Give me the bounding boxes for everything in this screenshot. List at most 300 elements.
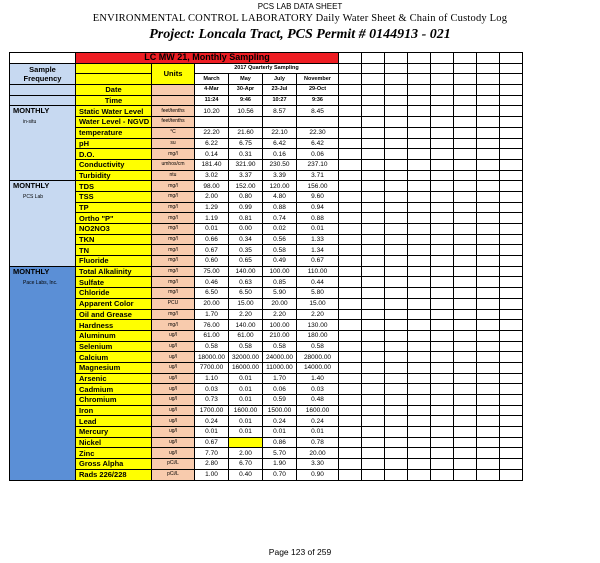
empty-cell [477, 181, 500, 192]
unit-cell: pCi/L [152, 469, 195, 480]
month-header: March [195, 74, 229, 85]
empty-cell [362, 63, 385, 74]
empty-cell [431, 373, 454, 384]
empty-cell [362, 395, 385, 406]
empty-cell [385, 469, 408, 480]
value-cell: 0.31 [229, 149, 263, 160]
empty-cell [477, 213, 500, 224]
empty-cell [339, 95, 362, 106]
date-cell: 30-Apr [229, 85, 263, 96]
empty-cell [431, 384, 454, 395]
unit-cell: mg/l [152, 277, 195, 288]
table-row [10, 191, 523, 202]
empty-cell [431, 234, 454, 245]
value-cell: 321.90 [229, 159, 263, 170]
empty-cell [431, 448, 454, 459]
empty-cell [339, 202, 362, 213]
empty-cell [339, 448, 362, 459]
value-cell: 0.74 [263, 213, 297, 224]
unit-cell: feet/tenths [152, 106, 195, 117]
unit-cell: mg/l [152, 320, 195, 331]
value-cell: 0.16 [263, 149, 297, 160]
empty-cell [500, 416, 523, 427]
empty-cell [339, 341, 362, 352]
parameter-name: Ortho "P" [76, 213, 152, 224]
value-cell: 0.78 [297, 437, 339, 448]
table-row [10, 416, 523, 427]
empty-cell [385, 427, 408, 438]
unit-cell: °C [152, 127, 195, 138]
empty-cell [477, 384, 500, 395]
empty-cell [454, 74, 477, 85]
parameter-name: Chromium [76, 395, 152, 406]
empty-cell [362, 53, 385, 64]
value-cell: 0.49 [263, 256, 297, 267]
value-cell: 0.86 [263, 437, 297, 448]
value-cell: 6.50 [229, 288, 263, 299]
empty-cell [339, 191, 362, 202]
empty-cell [454, 256, 477, 267]
empty-cell [385, 95, 408, 106]
frequency-group [10, 181, 76, 267]
value-cell: 0.46 [195, 277, 229, 288]
empty-cell [500, 117, 523, 128]
empty-cell [477, 170, 500, 181]
empty-cell [477, 234, 500, 245]
empty-cell [385, 149, 408, 160]
date-cell: 29-Oct [297, 85, 339, 96]
empty-cell [339, 149, 362, 160]
empty-cell [362, 224, 385, 235]
value-cell: 1.33 [297, 234, 339, 245]
empty-cell [362, 159, 385, 170]
value-cell: 0.01 [263, 427, 297, 438]
empty-cell [454, 63, 477, 74]
empty-cell [477, 459, 500, 470]
empty-cell [500, 352, 523, 363]
table-row [10, 288, 523, 299]
value-cell: 15.00 [229, 298, 263, 309]
value-cell: 0.81 [229, 213, 263, 224]
empty-cell [477, 256, 500, 267]
value-cell: 2.00 [229, 448, 263, 459]
parameter-name: pH [76, 138, 152, 149]
empty-cell [385, 74, 408, 85]
empty-cell [408, 277, 431, 288]
empty-cell [385, 448, 408, 459]
empty-cell [385, 395, 408, 406]
empty-cell [362, 85, 385, 96]
value-cell: 0.48 [297, 395, 339, 406]
empty-cell [500, 320, 523, 331]
empty-cell [408, 95, 431, 106]
value-cell: 3.39 [263, 170, 297, 181]
empty-cell [431, 352, 454, 363]
empty-cell [385, 63, 408, 74]
empty-cell [431, 224, 454, 235]
value-cell: 0.34 [229, 234, 263, 245]
empty-cell [385, 277, 408, 288]
empty-cell [500, 53, 523, 64]
parameter-name: Lead [76, 416, 152, 427]
empty-cell [477, 245, 500, 256]
empty-cell [339, 106, 362, 117]
empty-cell [385, 234, 408, 245]
value-cell: 1600.00 [297, 405, 339, 416]
value-cell [229, 117, 263, 128]
empty-cell [339, 320, 362, 331]
table-row [10, 352, 523, 363]
empty-cell [477, 138, 500, 149]
unit-cell: pCi/L [152, 459, 195, 470]
empty-cell [385, 127, 408, 138]
empty-cell [431, 213, 454, 224]
empty-cell [408, 213, 431, 224]
empty-cell [152, 85, 195, 96]
sampling-header: 2017 Quarterly Sampling [195, 63, 339, 74]
empty-cell [431, 362, 454, 373]
empty-cell [431, 191, 454, 202]
empty-cell [431, 127, 454, 138]
value-cell: 11000.00 [263, 362, 297, 373]
empty-cell [500, 362, 523, 373]
parameter-name: TSS [76, 191, 152, 202]
empty-cell [454, 138, 477, 149]
empty-cell [454, 352, 477, 363]
empty-cell [408, 266, 431, 277]
empty-cell [408, 181, 431, 192]
empty-cell [431, 256, 454, 267]
value-cell: 9.60 [297, 191, 339, 202]
empty-cell [454, 459, 477, 470]
empty-cell [454, 149, 477, 160]
value-cell: 8.57 [263, 106, 297, 117]
value-cell: 181.40 [195, 159, 229, 170]
empty-cell [10, 85, 76, 96]
table-row [10, 202, 523, 213]
empty-cell [339, 224, 362, 235]
value-cell: 1.34 [297, 245, 339, 256]
value-cell: 0.90 [297, 469, 339, 480]
time-cell: 9:46 [229, 95, 263, 106]
empty-cell [408, 127, 431, 138]
empty-cell [362, 266, 385, 277]
empty-cell [500, 395, 523, 406]
unit-cell: mg/l [152, 245, 195, 256]
value-cell: 24000.00 [263, 352, 297, 363]
table-row [10, 170, 523, 181]
empty-cell [431, 181, 454, 192]
empty-cell [500, 181, 523, 192]
empty-cell [362, 320, 385, 331]
unit-cell: ug/l [152, 405, 195, 416]
empty-cell [431, 138, 454, 149]
empty-cell [362, 459, 385, 470]
date-row [10, 85, 523, 96]
empty-cell [385, 405, 408, 416]
empty-cell [362, 416, 385, 427]
value-cell: 61.00 [195, 330, 229, 341]
empty-cell [385, 181, 408, 192]
empty-cell [454, 416, 477, 427]
unit-cell: umhos/cm [152, 159, 195, 170]
empty-cell [454, 395, 477, 406]
empty-cell [477, 330, 500, 341]
value-cell: 0.40 [229, 469, 263, 480]
empty-cell [454, 320, 477, 331]
value-cell: 6.75 [229, 138, 263, 149]
empty-cell [339, 245, 362, 256]
value-cell: 20.00 [195, 298, 229, 309]
empty-cell [10, 95, 76, 106]
unit-cell: feet/tenths [152, 117, 195, 128]
empty-cell [477, 266, 500, 277]
value-cell: 180.00 [297, 330, 339, 341]
value-cell: 0.67 [195, 245, 229, 256]
value-cell: 22.30 [297, 127, 339, 138]
empty-cell [431, 469, 454, 480]
empty-cell [454, 298, 477, 309]
frequency-sublabel: PCS Lab [23, 194, 44, 201]
empty-cell [339, 437, 362, 448]
empty-cell [454, 127, 477, 138]
empty-cell [385, 106, 408, 117]
empty-cell [408, 384, 431, 395]
value-cell: 1.70 [263, 373, 297, 384]
value-cell: 14000.00 [297, 362, 339, 373]
empty-cell [431, 277, 454, 288]
frequency-group [10, 106, 76, 181]
empty-cell [500, 288, 523, 299]
empty-cell [362, 309, 385, 320]
units-header: Units [152, 63, 195, 84]
empty-cell [454, 469, 477, 480]
empty-cell [385, 330, 408, 341]
time-label: Time [76, 95, 152, 106]
value-cell [297, 117, 339, 128]
empty-cell [339, 85, 362, 96]
empty-cell [431, 63, 454, 74]
empty-cell [431, 330, 454, 341]
empty-cell [339, 159, 362, 170]
unit-cell: ug/l [152, 395, 195, 406]
value-cell: 0.01 [229, 373, 263, 384]
table-row [10, 106, 523, 117]
empty-cell [431, 170, 454, 181]
empty-cell [408, 170, 431, 181]
empty-cell [362, 298, 385, 309]
empty-cell [408, 202, 431, 213]
empty-cell [362, 277, 385, 288]
parameter-name: Rads 226/228 [76, 469, 152, 480]
parameter-name: TN [76, 245, 152, 256]
empty-cell [408, 341, 431, 352]
project-title: Project: Loncala Tract, PCS Permit # 0144913 - 021 [149, 27, 451, 42]
empty-cell [500, 63, 523, 74]
empty-cell [408, 245, 431, 256]
value-cell: 0.14 [195, 149, 229, 160]
value-cell: 0.03 [195, 384, 229, 395]
value-cell: 0.56 [263, 234, 297, 245]
empty-cell [454, 202, 477, 213]
empty-cell [362, 256, 385, 267]
empty-cell [339, 352, 362, 363]
time-row [10, 95, 523, 106]
table-row [10, 277, 523, 288]
empty-cell [362, 384, 385, 395]
value-cell: 15.00 [297, 298, 339, 309]
empty-cell [339, 459, 362, 470]
value-cell: 0.99 [229, 202, 263, 213]
value-cell: 0.65 [229, 256, 263, 267]
unit-cell: ug/l [152, 373, 195, 384]
empty-cell [385, 202, 408, 213]
empty-cell [362, 234, 385, 245]
parameter-name: Apparent Color [76, 298, 152, 309]
value-cell: 0.67 [195, 437, 229, 448]
empty-cell [500, 341, 523, 352]
empty-cell [339, 298, 362, 309]
value-cell: 0.94 [297, 202, 339, 213]
unit-cell: mg/l [152, 191, 195, 202]
value-cell: 4.80 [263, 191, 297, 202]
value-cell: 98.00 [195, 181, 229, 192]
table-row [10, 459, 523, 470]
empty-cell [10, 53, 76, 64]
empty-cell [408, 224, 431, 235]
empty-cell [431, 202, 454, 213]
empty-cell [339, 405, 362, 416]
empty-cell [454, 53, 477, 64]
empty-cell [500, 85, 523, 96]
value-cell: 0.58 [297, 341, 339, 352]
table-row [10, 427, 523, 438]
empty-cell [385, 352, 408, 363]
parameter-name: Arsenic [76, 373, 152, 384]
value-cell: 6.50 [195, 288, 229, 299]
table-row [10, 213, 523, 224]
value-cell: 0.24 [195, 416, 229, 427]
empty-cell [385, 213, 408, 224]
value-cell: 0.01 [195, 224, 229, 235]
unit-cell: mg/l [152, 149, 195, 160]
value-cell: 1.90 [263, 459, 297, 470]
value-cell: 0.58 [263, 341, 297, 352]
value-cell: 2.00 [195, 191, 229, 202]
value-cell: 21.60 [229, 127, 263, 138]
frequency-group [10, 266, 76, 480]
parameter-name: Fluoride [76, 256, 152, 267]
empty-cell [454, 117, 477, 128]
empty-cell [408, 309, 431, 320]
parameter-name: Sulfate [76, 277, 152, 288]
unit-cell: mg/l [152, 288, 195, 299]
water-sheet-table [9, 52, 523, 481]
unit-cell: ug/l [152, 352, 195, 363]
empty-cell [431, 288, 454, 299]
empty-cell [408, 106, 431, 117]
value-cell: 120.00 [263, 181, 297, 192]
empty-cell [362, 448, 385, 459]
empty-cell [385, 191, 408, 202]
empty-cell [76, 74, 152, 85]
empty-cell [500, 427, 523, 438]
empty-cell [431, 416, 454, 427]
empty-cell [339, 362, 362, 373]
empty-cell [500, 234, 523, 245]
value-cell: 20.00 [297, 448, 339, 459]
value-cell: 237.10 [297, 159, 339, 170]
table-row [10, 437, 523, 448]
value-cell: 10.20 [195, 106, 229, 117]
empty-cell [362, 373, 385, 384]
month-header: July [263, 74, 297, 85]
table-row [10, 256, 523, 267]
empty-cell [500, 469, 523, 480]
empty-cell [339, 181, 362, 192]
parameter-name: Total Alkalinity [76, 266, 152, 277]
empty-cell [408, 330, 431, 341]
empty-cell [385, 288, 408, 299]
empty-cell [500, 95, 523, 106]
unit-cell: ug/l [152, 330, 195, 341]
unit-cell: ug/l [152, 416, 195, 427]
value-cell: 28000.00 [297, 352, 339, 363]
value-cell: 76.00 [195, 320, 229, 331]
table-row [10, 245, 523, 256]
empty-cell [500, 373, 523, 384]
empty-cell [477, 309, 500, 320]
frequency-label: MONTHLY [13, 106, 50, 116]
empty-cell [431, 159, 454, 170]
header-row [10, 63, 523, 74]
value-cell: 140.00 [229, 320, 263, 331]
empty-cell [385, 53, 408, 64]
empty-cell [339, 74, 362, 85]
unit-cell: mg/l [152, 256, 195, 267]
value-cell: 18000.00 [195, 352, 229, 363]
value-cell: 1.29 [195, 202, 229, 213]
value-cell: 0.03 [297, 384, 339, 395]
empty-cell [339, 117, 362, 128]
table-row [10, 405, 523, 416]
value-cell: 0.00 [229, 224, 263, 235]
empty-cell [385, 416, 408, 427]
empty-cell [500, 277, 523, 288]
parameter-name: Selenium [76, 341, 152, 352]
value-cell: 0.01 [229, 384, 263, 395]
empty-cell [362, 117, 385, 128]
empty-cell [339, 277, 362, 288]
value-cell: 8.45 [297, 106, 339, 117]
empty-cell [431, 85, 454, 96]
value-cell: 1500.00 [263, 405, 297, 416]
unit-cell: ug/l [152, 384, 195, 395]
empty-cell [408, 416, 431, 427]
empty-cell [454, 405, 477, 416]
empty-cell [431, 437, 454, 448]
empty-cell [500, 437, 523, 448]
value-cell: 3.71 [297, 170, 339, 181]
value-cell: 10.56 [229, 106, 263, 117]
value-cell: 0.02 [263, 224, 297, 235]
value-cell: 0.58 [229, 341, 263, 352]
empty-cell [339, 330, 362, 341]
empty-cell [454, 224, 477, 235]
empty-cell [431, 53, 454, 64]
empty-cell [431, 341, 454, 352]
empty-cell [385, 384, 408, 395]
